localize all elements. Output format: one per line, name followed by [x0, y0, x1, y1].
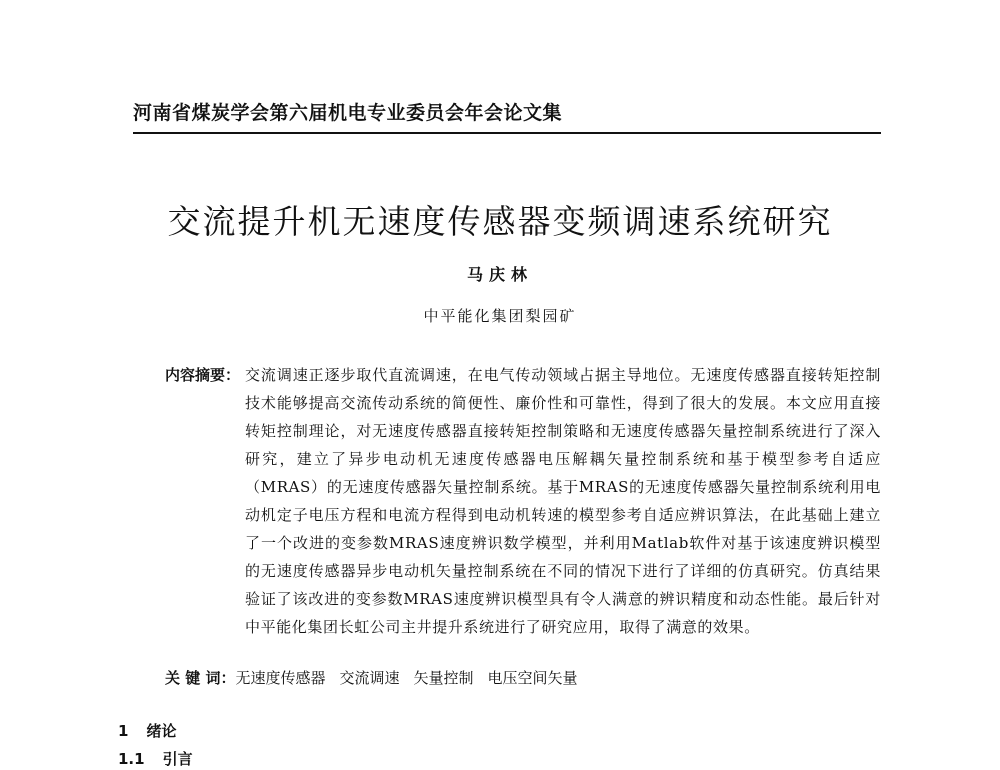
section-number: 1 [118, 722, 129, 740]
subsection-heading [118, 748, 193, 770]
running-head: 河南省煤炭学会第六届机电专业委员会年会论文集 [133, 102, 563, 124]
section-heading [118, 720, 176, 742]
header-rule [133, 132, 881, 134]
paper-title: 交流提升机无速度传感器变频调速系统研究 [167, 202, 833, 241]
keyword: 交流调速 [339, 669, 400, 687]
subsection-title: 引言 [162, 750, 193, 768]
keyword: 无速度传感器 [235, 669, 326, 687]
section-title: 绪论 [146, 722, 177, 740]
subsection-number: 1.1 [118, 750, 145, 768]
author-name: 马庆林 [466, 265, 533, 284]
abstract [165, 361, 881, 641]
abstract-text: 交流调速正逐步取代直流调速，在电气传动领域占据主导地位。无速度传感器直接转矩控制技术能够提高交流传动系统的简便性、廉价性和可靠性，得到了很大的发展。本文应用直接转矩控制理论，对无速度传感器直接转矩控制策略和无速度传感器矢量控制系统进行了深入研究，建立了异步电动机无速度传感器电压解耦矢量控制系统和基于模型参考自适应（MRAS）的无速度传感器矢量控制系统。基于MRAS的无速度传感器矢量控制系统利用电动机定子电压方程和电流方程得到电动机转速的模型参考自适应辨识算法，在此基础上建立了一个改进的变参数MRAS速度辨识数学模型，并利用Matlab软件对基于该速度辨识模型的无速度传感器异步电动机矢量控制系统在不同的情况下进行了详细的仿真研究。仿真结果验证了该改进的变参数MRAS速度辨识模型具有令人满意的辨识精度和动态性能。最后针对中平能化集团长虹公司主井提升系统进行了研究应用，取得了满意的效果。 [245, 366, 881, 636]
keyword: 矢量控制 [413, 669, 474, 687]
abstract-label: 内容摘要： [165, 366, 241, 384]
keyword: 电压空间矢量 [487, 669, 578, 687]
keywords [165, 665, 881, 691]
author-affiliation: 中平能化集团梨园矿 [423, 307, 577, 325]
keywords-label: 关 键 词： [165, 669, 236, 687]
